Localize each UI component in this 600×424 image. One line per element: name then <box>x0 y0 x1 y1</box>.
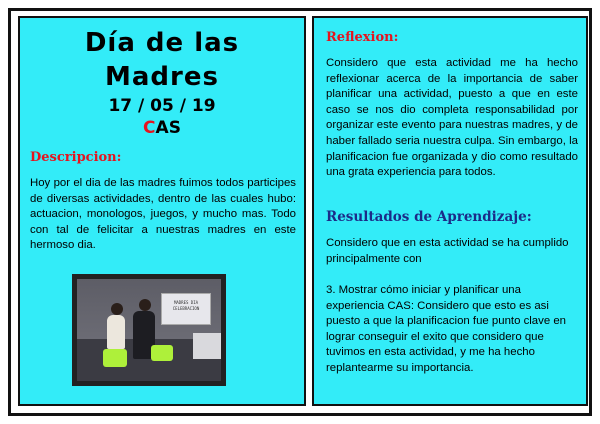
cas-label-rest: AS <box>155 118 181 138</box>
photo-screen: MADRES DIA CELEBRACION <box>161 293 211 325</box>
photo-person-head-1 <box>111 303 123 315</box>
title-line-1: Día de las <box>84 28 240 58</box>
photo-person-head-2 <box>139 299 151 311</box>
photo-person-1 <box>107 315 125 349</box>
photo-desk <box>193 333 226 359</box>
event-date: 17 / 05 / 19 <box>108 96 216 116</box>
description-text: Hoy por el dia de las madres fuimos todos participes de diversas actividades, dentro de las cuales hubo: actuacion, monologos, juegos, y mucho mas. Todo con tal de felicitar a nuestras madres en este hermoso dia. <box>30 177 296 252</box>
reflection-heading: Reflexion: <box>326 30 399 45</box>
photo-chair-1 <box>103 349 127 367</box>
cas-label <box>20 118 304 138</box>
cas-label-c: C <box>143 118 156 138</box>
left-panel <box>18 16 306 406</box>
learning-outcome: 3. Mostrar cómo iniciar y planificar una experiencia CAS: Considero que esto es asi puesto a que la planificacion fue punto clave en lograr conseguir el exito que considero que tuvimos en esta actividad, y me ha hecho replantearme su importancia. <box>326 284 567 374</box>
title-line-2: Madres <box>105 62 219 92</box>
event-photo <box>72 274 226 386</box>
reflection-text: Considero que esta actividad me ha hecho reflexionar acerca de la importancia de saber planificar una actividad, puesto a que en este caso se nos dio completa responsabilidad por organizar este evento para nuestras madres, y de haber fallado seria nuestra culpa. Sin embargo, la planificacion fue organizada y dio como resultado una grata experiencia para todos. <box>326 57 578 179</box>
right-panel <box>312 16 588 406</box>
photo-chair-2 <box>151 345 173 361</box>
learning-intro: Considero que en esta actividad se ha cumplido principalmente con <box>326 237 569 265</box>
description-heading: Descripcion: <box>30 150 122 165</box>
learning-heading: Resultados de Aprendizaje: <box>326 209 532 225</box>
